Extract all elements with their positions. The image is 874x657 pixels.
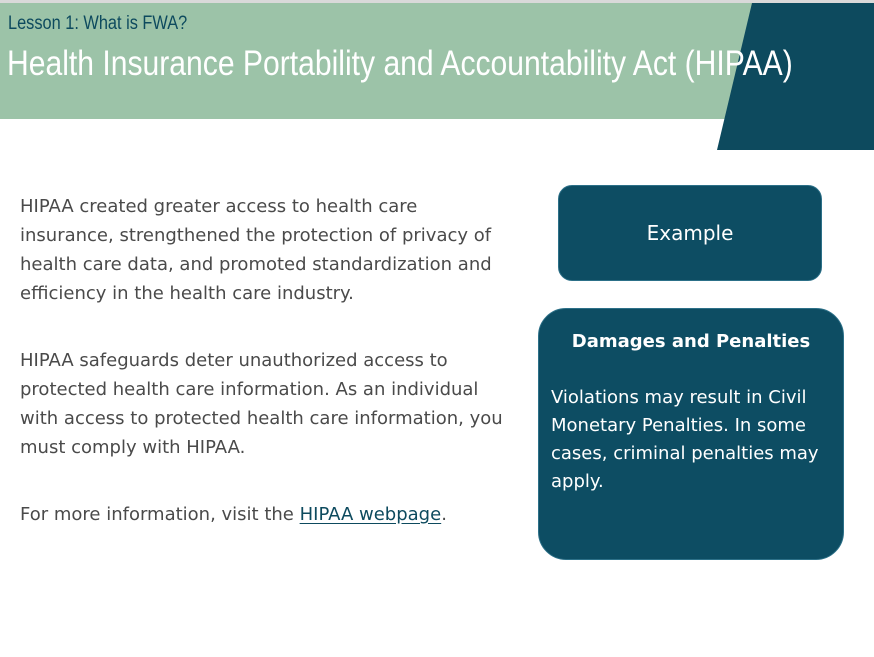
page-title: Health Insurance Portability and Accountability Act (HIPAA) [7,44,793,83]
damages-penalties-card [538,308,844,560]
more-info-suffix: . [441,504,447,525]
example-button[interactable] [558,185,822,281]
intro-paragraph: HIPAA created greater access to health care insurance, strengthened the protection of privacy of health care data, and promoted standardization and efficiency in the health care industry. [20,196,492,304]
more-info-paragraph [20,500,510,529]
example-button-label: Example [646,221,734,245]
lesson-label: Lesson 1: What is FWA? [8,13,188,34]
hipaa-webpage-link[interactable]: HIPAA webpage [299,504,442,525]
damages-card-body: Violations may result in Civil Monetary Penalties. In some cases, criminal penalties may apply. [551,387,819,492]
damages-card-title: Damages and Penalties [571,331,811,352]
safeguards-paragraph: HIPAA safeguards deter unauthorized access to protected health care information. As an individual with access to protected health care information, you must comply with HIPAA. [20,350,503,458]
more-info-prefix: For more information, visit the [20,504,300,525]
